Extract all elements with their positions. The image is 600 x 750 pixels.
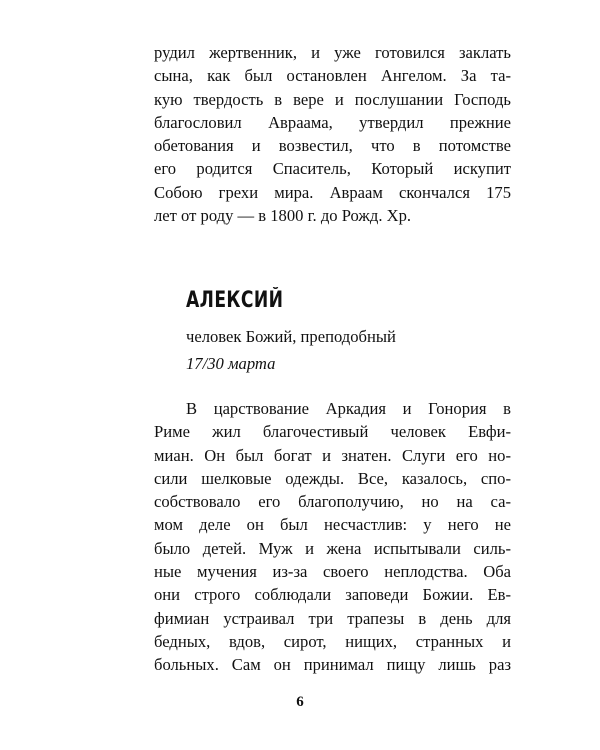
text-line: собствовало его благополучию, но на са- (154, 492, 511, 512)
saint-name-heading: АЛЕКСИЙ (186, 288, 284, 313)
text-line: больных. Сам он принимал пищу лишь раз (154, 655, 511, 675)
feast-date: 17/30 марта (186, 354, 276, 373)
text-line: кую твердость в вере и послушании Господь (154, 89, 511, 109)
text-line: благословил Авраама, утвердил прежние (154, 112, 511, 132)
text-line: рудил жертвенник, и уже готовился заклать (154, 43, 511, 62)
text-line: лет от роду — в 1800 г. до Рожд. Хр. (154, 206, 412, 226)
text-line: В царствование Аркадия и Гонория в (186, 399, 511, 418)
top-paragraph (154, 41, 511, 227)
text-line: Риме жил благочестивый человек Евфи- (154, 422, 511, 442)
text-line: сили шелковые одежды. Все, казалось, спо- (154, 468, 511, 488)
text-line: обетования и возвестил, что в потомстве (154, 136, 511, 156)
text-line: они строго соблюдали заповеди Божии. Ев- (154, 585, 511, 605)
text-line: было детей. Муж и жена испытывали силь- (154, 538, 511, 558)
text-line: сына, как был остановлен Ангелом. За та- (154, 66, 511, 86)
page-number: 6 (296, 694, 304, 710)
main-paragraph (154, 397, 511, 677)
text-line: мом деле он был несчастлив: у него не (154, 515, 511, 535)
text-line: фимиан устраивал три трапезы в день для (154, 608, 511, 628)
saint-subtitle: человек Божий, преподобный (186, 327, 396, 346)
text-line: ные мучения из-за своего неплодства. Оба (154, 562, 511, 582)
text-line: Собою грехи мира. Авраам скончался 175 (154, 182, 511, 202)
text-line: его родится Спаситель, Который искупит (154, 159, 511, 179)
text-line: бедных, вдов, сирот, нищих, странных и (154, 631, 511, 651)
text-line: миан. Он был богат и знатен. Слуги его но- (154, 445, 511, 465)
